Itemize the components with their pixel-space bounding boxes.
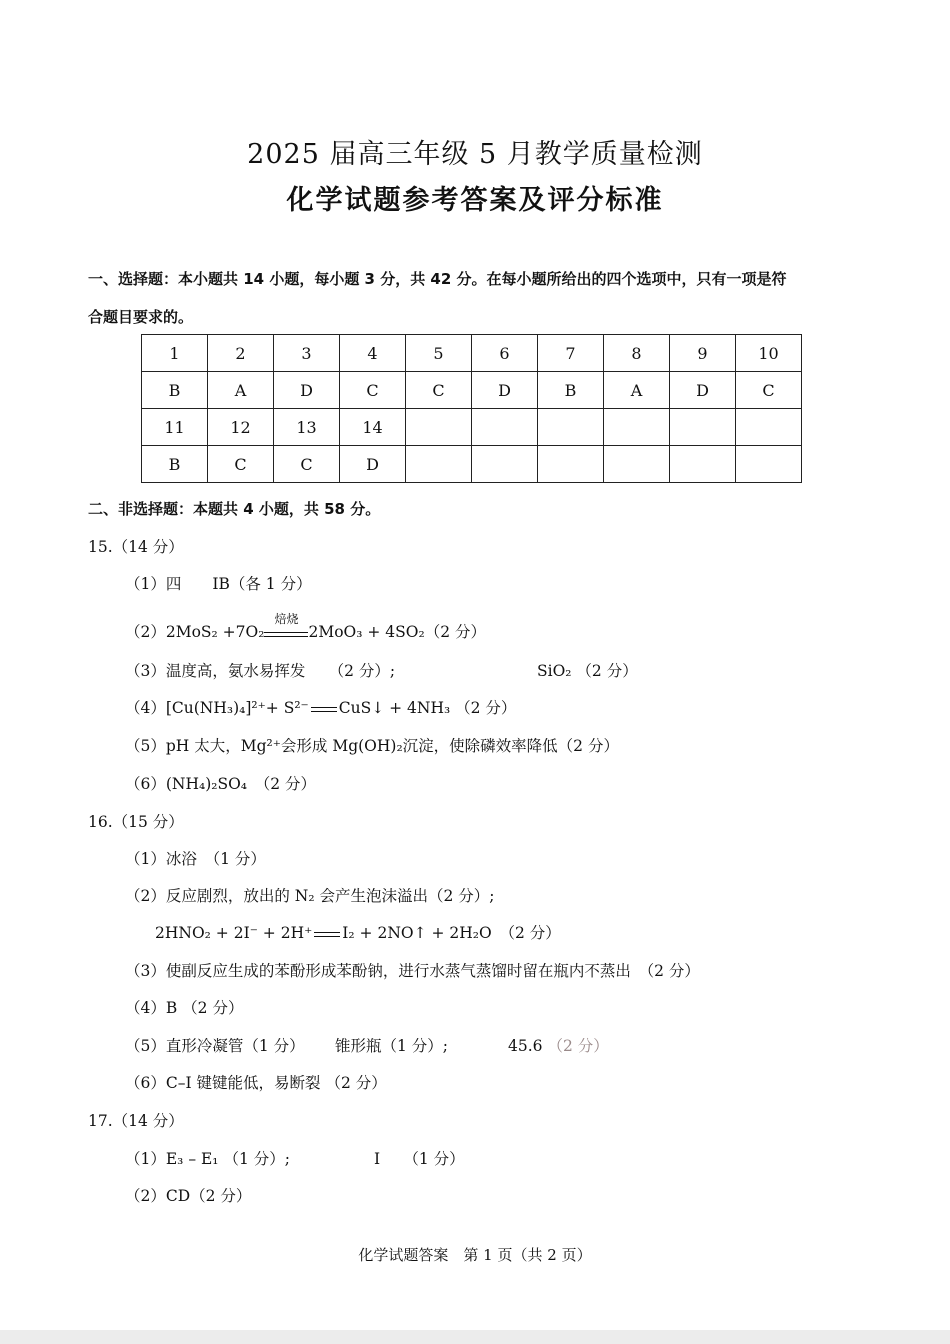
answer-table-cell: B (142, 372, 208, 409)
answer-table-cell: 4 (340, 335, 406, 372)
answer-table-cell: 9 (670, 335, 736, 372)
answer-table-cell: A (208, 372, 274, 409)
answer-table-row (142, 372, 802, 409)
q15-answer-5: （5）pH 太大，Mg²⁺会形成 Mg(OH)₂沉淀，使除磷效率降低（2 分） (125, 737, 619, 755)
q16-equation-left: 2HNO₂ + 2I⁻ + 2H⁺ (155, 924, 313, 942)
q15-answer-4-left: （4）[Cu(NH₃)₄]²⁺+ S²⁻ (125, 699, 309, 717)
answer-table-cell: C (736, 372, 802, 409)
answer-table-row (142, 335, 802, 372)
answer-table-cell: C (208, 446, 274, 483)
equals-sign (314, 932, 340, 937)
reaction-condition-label: 焙烧 (274, 612, 299, 626)
q16-equation-right: I₂ + 2NO↑ + 2H₂O （2 分） (342, 924, 561, 942)
answer-table-cell: 3 (274, 335, 340, 372)
q17-answer-1-left: （1）E₃ – E₁ （1 分）; (125, 1150, 290, 1168)
q15-answer-3: （3）温度高，氨水易挥发 （2 分）; (125, 662, 396, 680)
answer-table-cell (604, 409, 670, 446)
section1-instructions-line1: 一、选择题：本小题共 14 小题，每小题 3 分，共 42 分。在每小题所给出的四个选项中，只有一项是符 (88, 270, 787, 288)
answer-table-cell: 10 (736, 335, 802, 372)
answer-table-cell: 12 (208, 409, 274, 446)
reaction-condition-arrow (264, 612, 308, 637)
q16-answer-5-score: （2 分） (547, 1037, 609, 1055)
q16-answer-5-mid: 锥形瓶（1 分）; (335, 1037, 449, 1055)
q16-answer-5-value: 45.6 (508, 1037, 543, 1055)
answer-table-cell (472, 409, 538, 446)
equals-sign (311, 707, 337, 712)
q15-answer-3-right: SiO₂ （2 分） (537, 662, 638, 680)
answer-table-cell: 11 (142, 409, 208, 446)
answer-table-cell (406, 409, 472, 446)
q15-answer-6: （6）(NH₄)₂SO₄ （2 分） (125, 775, 317, 793)
answer-table-cell: 1 (142, 335, 208, 372)
q16-answer-5-left: （5）直形冷凝管（1 分） (125, 1037, 305, 1055)
q15-answer-2-reactants: （2）2MoS₂ +7O₂ (125, 623, 265, 641)
answer-table-cell: C (406, 372, 472, 409)
answer-table-cell: 2 (208, 335, 274, 372)
scan-bottom-edge (0, 1330, 950, 1344)
answer-table-cell: A (604, 372, 670, 409)
q16-answer-6: （6）C–I 键键能低，易断裂 （2 分） (125, 1074, 387, 1092)
section1-instructions-line2: 合题目要求的。 (88, 308, 194, 326)
answer-table-cell (406, 446, 472, 483)
answer-table-cell: D (670, 372, 736, 409)
answer-table-cell (736, 446, 802, 483)
section2-heading: 二、非选择题：本题共 4 小题，共 58 分。 (88, 500, 381, 518)
q16-answer-4: （4）B （2 分） (125, 999, 244, 1017)
answer-table-cell: 14 (340, 409, 406, 446)
q16-answer-5-right (508, 1034, 609, 1056)
answer-table-cell (604, 446, 670, 483)
q16-heading: 16.（15 分） (88, 813, 184, 831)
answer-table-cell: 5 (406, 335, 472, 372)
q15-answer-2-products: 2MoO₃ + 4SO₂（2 分） (308, 623, 486, 641)
q17-heading: 17.（14 分） (88, 1112, 184, 1130)
q17-answer-2: （2）CD（2 分） (125, 1187, 252, 1205)
q15-heading: 15.（14 分） (88, 538, 184, 556)
answer-table-cell: 13 (274, 409, 340, 446)
answer-table-cell: B (142, 446, 208, 483)
answer-table-cell: D (472, 372, 538, 409)
answer-table-row (142, 446, 802, 483)
answer-table-cell: D (340, 446, 406, 483)
q17-answer-1-right: I （1 分） (374, 1150, 465, 1168)
answer-table-cell: C (340, 372, 406, 409)
answer-table-cell: 6 (472, 335, 538, 372)
answer-table-cell: D (274, 372, 340, 409)
multiple-choice-answer-table (141, 334, 802, 483)
answer-table-cell (538, 409, 604, 446)
answer-table-cell (670, 409, 736, 446)
answer-table-cell (736, 409, 802, 446)
page-subtitle: 化学试题参考答案及评分标准 (286, 185, 664, 216)
answer-table-cell (472, 446, 538, 483)
q16-answer-2: （2）反应剧烈，放出的 N₂ 会产生泡沫溢出（2 分）; (125, 887, 495, 905)
q16-answer-3: （3）使副反应生成的苯酚形成苯酚钠，进行水蒸气蒸馏时留在瓶内不蒸出 （2 分） (125, 962, 700, 980)
answer-table-cell (538, 446, 604, 483)
page-footer: 化学试题答案 第 1 页（共 2 页） (358, 1246, 592, 1264)
page-title: 2025 届高三年级 5 月教学质量检测 (247, 139, 703, 170)
answer-table-cell: B (538, 372, 604, 409)
q15-answer-2 (125, 612, 486, 642)
q16-answer-1: （1）冰浴 （1 分） (125, 850, 266, 868)
q15-answer-4-right: CuS↓ + 4NH₃ （2 分） (338, 699, 517, 717)
answer-table-row (142, 409, 802, 446)
answer-table-cell (670, 446, 736, 483)
answer-table-cell: C (274, 446, 340, 483)
answer-table-cell: 7 (538, 335, 604, 372)
q15-answer-4 (125, 696, 516, 718)
answer-table-cell: 8 (604, 335, 670, 372)
q15-answer-1: （1）四 IB（各 1 分） (125, 575, 312, 593)
q16-answer-2-equation (155, 921, 561, 943)
